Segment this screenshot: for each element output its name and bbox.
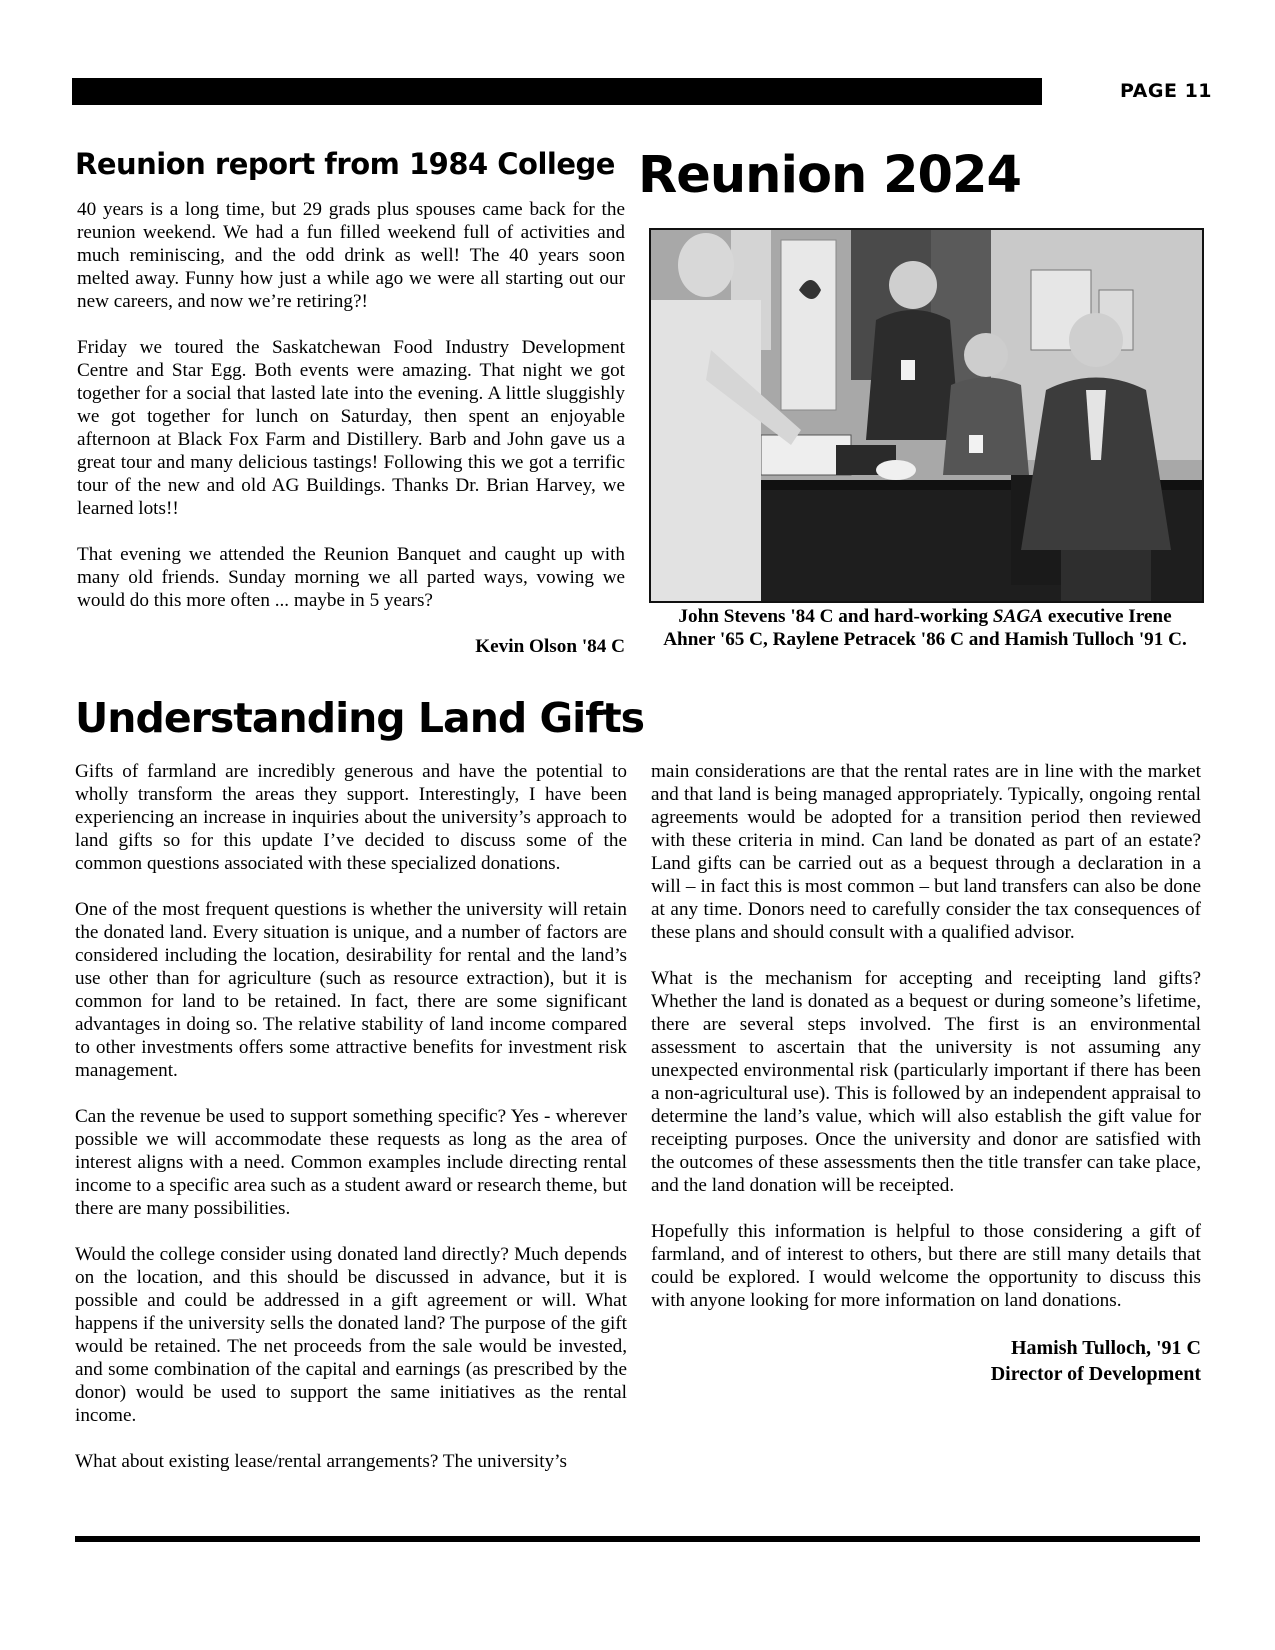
reunion-report-author: Kevin Olson '84 C	[475, 636, 625, 657]
land-gifts-title: Understanding Land Gifts	[75, 694, 645, 742]
land-paragraph: Can the revenue be used to support something specific? Yes - wherever possible we will accommodate these requests as long as the area of interest aligns with a need. Common examples include directing rental income to a specific area such as a student award or research theme, but there are many possibilities.	[75, 1106, 627, 1219]
land-gifts-column-1	[75, 760, 627, 1473]
report-paragraph: 40 years is a long time, but 29 grads plus spouses came back for the reunion weekend. We had a fun filled weekend full of activities and much reminiscing, and the odd drink as well! The 40 years soon melted away. Funny how just a while ago we were all starting out our new careers, and now we’re retiring?!	[77, 199, 625, 312]
caption-text: executive Irene Ahner '65 C, Raylene Petracek '86 C and Hamish Tulloch '91 C.	[663, 606, 1187, 650]
footer-rule	[75, 1536, 1200, 1542]
reunion-photo-illustration	[651, 230, 1202, 601]
land-paragraph: Gifts of farmland are incredibly generous and have the potential to wholly transform the areas they support. Interestingly, I have been experiencing an increase in inquiries about the university’s approach to land gifts so for this update I’ve decided to discuss some of the common questions associated with these specialized donations.	[75, 761, 627, 874]
report-paragraph: Friday we toured the Saskatchewan Food Industry Development Centre and Star Egg. Both events were amazing. That night we got together for a social that lasted late into the evening. A little sluggishly we got together for lunch on Saturday, then spent an enjoyable afternoon at Black Fox Farm and Distillery. Barb and John gave us a great tour and many delicious tastings! Following this we got a terrific tour of the new and old AG Buildings. Thanks Dr. Brian Harvey, we learned lots!!	[77, 337, 625, 519]
page-number: PAGE 11	[1120, 80, 1213, 102]
reunion-report-body	[77, 198, 625, 612]
reunion-2024-title: Reunion 2024	[638, 146, 1022, 205]
land-paragraph: What is the mechanism for accepting and receipting land gifts? Whether the land is donated as a bequest or during someone’s lifetime, there are several steps involved. The first is an environmental assessment to ascertain that the university is not assuming any unexpected environmental risk (particularly important if there has been a non-agricultural use). This is followed by an independent appraisal to determine the land’s value, which will also establish the gift value for receipting purposes. Once the university and donor are satisfied with the outcomes of these assessments then the title transfer can take place, and the land donation will be receipted.	[651, 968, 1201, 1196]
reunion-report-title: Reunion report from 1984 College	[75, 147, 615, 181]
photo-caption	[660, 605, 1190, 651]
reunion-photo	[649, 228, 1204, 603]
land-paragraph: main considerations are that the rental rates are in line with the market and that land is being managed appropriately. Typically, ongoing rental agreements would be adopted for a transition period then reviewed with these criteria in mind. Can land be donated as part of an estate? Land gifts can be carried out as a bequest through a declaration in a will – in fact this is most common – but land transfers can also be done at any time. Donors need to carefully consider the tax consequences of these plans and should consult with a qualified advisor.	[651, 761, 1201, 943]
land-paragraph: What about existing lease/rental arrangements? The university’s	[75, 1451, 567, 1472]
report-paragraph: That evening we attended the Reunion Banquet and caught up with many old friends. Sunday morning we all parted ways, vowing we would do this more often ... maybe in 5 years?	[77, 544, 625, 611]
land-paragraph: One of the most frequent questions is whether the university will retain the donated land. Every situation is unique, and a number of factors are considered including the location, desirability for rental and the land’s use other than for agriculture (such as resource extraction), but it is common for land to be retained. In fact, there are some significant advantages in doing so. The relative stability of land income compared to other investments offers some attractive benefits for investment risk management.	[75, 899, 627, 1081]
header-rule	[72, 78, 1042, 105]
land-paragraph: Would the college consider using donated land directly? Much depends on the location, and this should be discussed in advance, but it is possible and could be addressed in a gift agreement or will. What happens if the university sells the donated land? The purpose of the gift would be retained. The net proceeds from the sale would be invested, and some combination of the capital and earnings (as prescribed by the donor) would be used to support the same initiatives as the rental income.	[75, 1244, 627, 1426]
caption-text: John Stevens '84 C and hard-working	[678, 606, 993, 627]
caption-saga: SAGA	[992, 606, 1044, 627]
signature-title: Director of Development	[990, 1363, 1201, 1385]
signature-name: Hamish Tulloch, '91 C	[1010, 1337, 1201, 1359]
land-gifts-column-2	[651, 760, 1201, 1387]
land-paragraph: Hopefully this information is helpful to those considering a gift of farmland, and of interest to others, but there are still many details that could be explored. I would welcome the opportunity to discuss this with anyone looking for more information on land donations.	[651, 1221, 1201, 1311]
